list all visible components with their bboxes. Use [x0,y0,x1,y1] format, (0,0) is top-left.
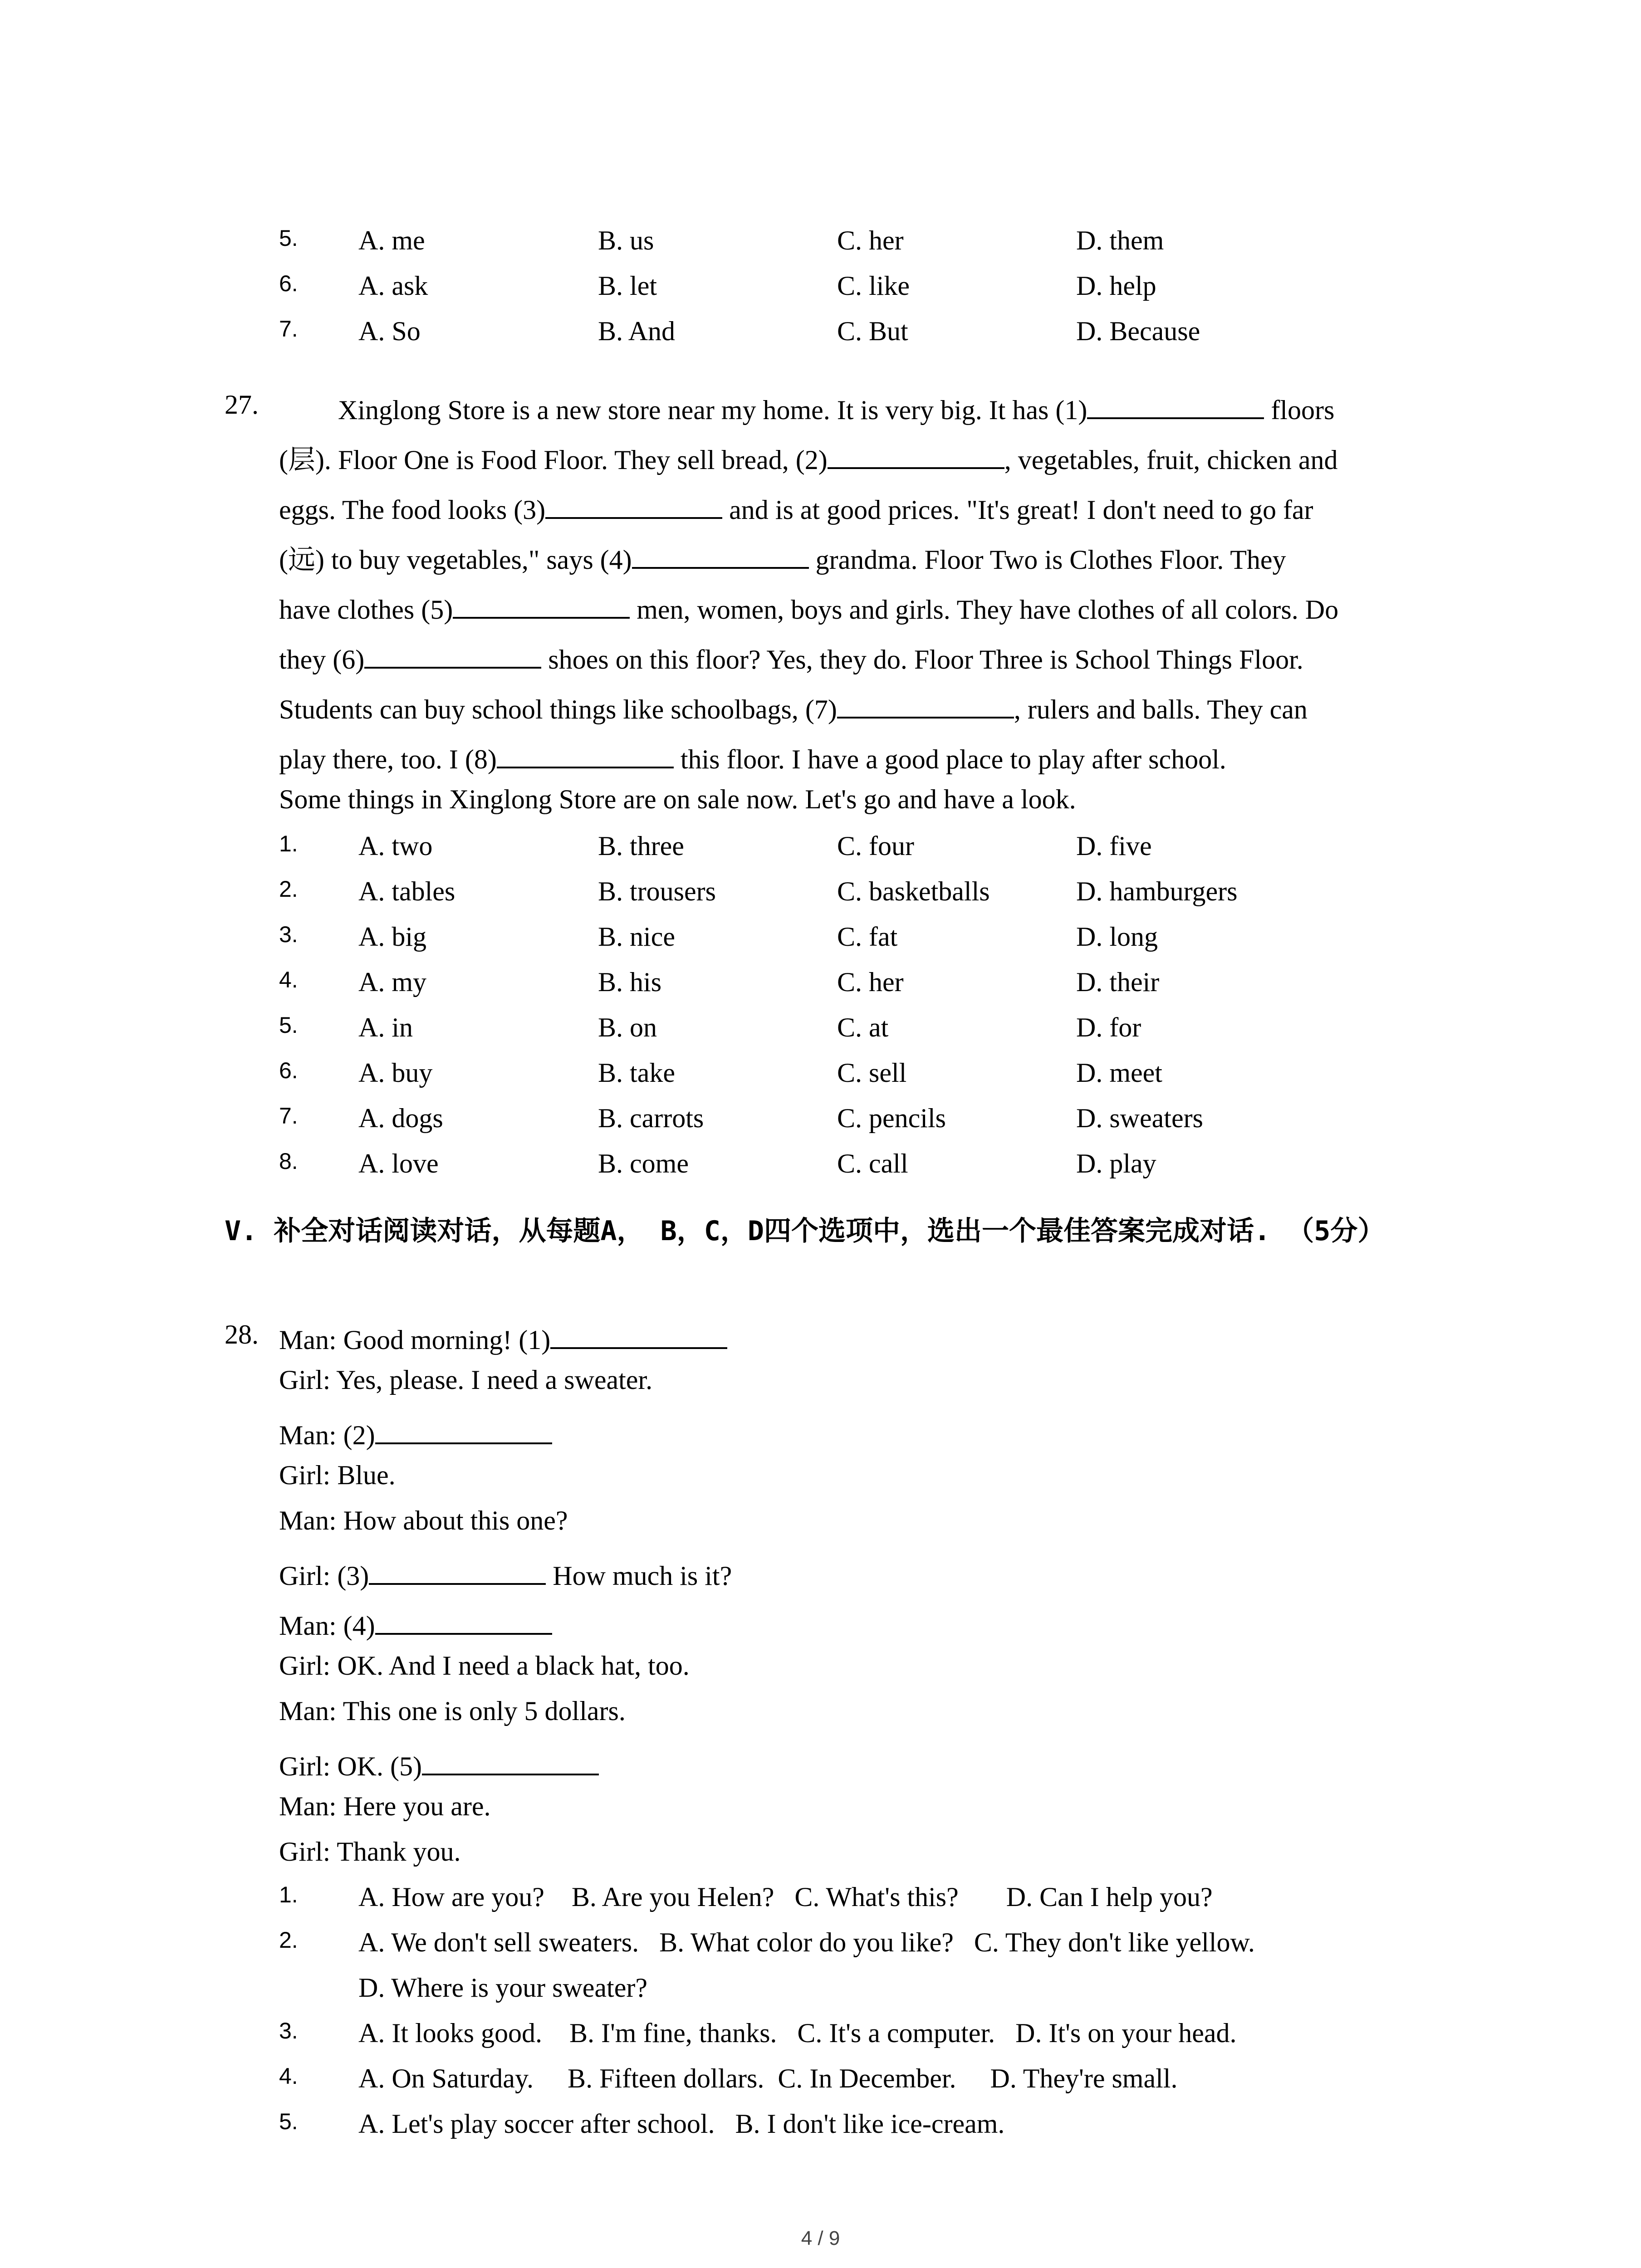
section-heading: V. 补全对话阅读对话，从每题A， B，C，D四个选项中，选出一个最佳答案完成对话. （5分） [225,1215,1385,1247]
option-a: A. tables [358,876,456,906]
option-c: C. her [837,225,904,255]
option-d: D. five [1076,831,1152,861]
answer-blank [422,1747,599,1775]
exam-page: 5. A. me B. us C. her D. them 6. A. ask B. let C. like D. help 7. A. So B. And C. But D. Because 27. Xinglong Store is a new store near my home. It is very big. It has (1) floors (层). Floor One is Food Floor. They sell bread, (2) , vegetables, fruit, chicken and eggs. The food looks (3) and is at good prices. "It's great! I don't need to go far (远) to buy vegetables," says (4) grandma. Floor Two is Clothes Floor. They have clothes (5) men, women, boys and girls. They have clothes of all colors. Do they (6) shoes on this floor? Yes, they do. Floor Three is School Things Floor. Students can buy school things like schoolbags, (7) , rulers and balls. They can play there, too. I (8) this floor. I have a good place to play after school. Some things in Xinglong Store are on sale now. Let's go and have a look. 1. A. two B. three C. four D. five 2. A. tables B. trousers C. basketballs D. hamburgers 3. A. big B. nice C. fat D. long 4. A. my B. his C. her D. their 5. A. in B. on C. at D. for 6. A. buy B. take C. sell D. meet 7. A. dogs B. carrots C. pencils D. sweaters 8. A. love B. come C. call D. play V. 补全对话阅读对话，从每题A， B，C，D四个选项中，选出一个最佳答案完成对话. （5分） 28. Man: Good morning! (1) Girl: Yes, please. I need a sweater. Man: (2) Girl: Blue. Man: How about this one? Girl: (3) How much is it? Man: (4) Girl: OK. And I need a black hat, too. Man: This one is only 5 dollars. Girl: OK. (5) Man: Here you are. Girl: Thank you. 1. A. How are you? B. Are you Helen? C. What's this? D. Can I help you? 2. A. We don't sell sweaters. B. What color do you like? C. They don't like yellow. D. Where is your sweater? 3. A. It looks good. B. I'm fine, thanks. C. It's a computer. D. It's on your head. 4. A. On Saturday. B. Fifteen dollars. C. In December. D. They're small. 5. A. Let's play soccer after school. B. I don't like ice-cream. 4 / 9 [0,0,1641,2268]
option-d: D. for [1076,1012,1141,1042]
option-a: A. ask [358,271,428,301]
option-b: B. come [598,1149,689,1178]
option-a: A. my [358,967,426,997]
option-d: D. play [1076,1149,1156,1178]
option-c: C. call [837,1149,908,1178]
option-d: D. their [1076,967,1160,997]
option-a: A. me [358,225,425,255]
option-a: A. buy [358,1058,433,1088]
option-a: A. two [358,831,433,861]
option-c: C. pencils [837,1103,946,1133]
option-c: C. four [837,831,914,861]
option-d: D. meet [1076,1058,1162,1088]
answer-blank [632,541,809,569]
answer-blank [545,491,722,519]
option-c: C. But [837,316,908,346]
question-number: 27. [225,390,259,420]
answer-blank [828,441,1004,469]
option-c: C. at [837,1012,889,1042]
answer-blank [453,591,630,619]
option-d: D. help [1076,271,1156,301]
option-d: D. hamburgers [1076,876,1238,906]
option-a: A. in [358,1012,413,1042]
option-b: B. on [598,1012,657,1042]
option-c: C. her [837,967,904,997]
answer-blank [375,1416,552,1444]
question-number: 28. [225,1320,259,1349]
option-a: A. love [358,1149,439,1178]
answer-blank [364,640,541,669]
option-a: A. dogs [358,1103,443,1133]
option-c: C. like [837,271,910,301]
option-b: B. take [598,1058,675,1088]
answer-blank [837,690,1014,719]
option-b: B. And [598,316,676,346]
answer-blank [375,1607,552,1635]
option-b: B. trousers [598,876,716,906]
option-b: B. carrots [598,1103,704,1133]
option-d: D. Because [1076,316,1200,346]
option-a: A. So [358,316,421,346]
option-a: A. big [358,922,426,952]
option-b: B. three [598,831,684,861]
option-c: C. fat [837,922,898,952]
option-b: B. his [598,967,662,997]
option-b: B. let [598,271,657,301]
answer-blank [550,1321,727,1349]
page-number: 4 / 9 [801,2227,840,2249]
option-d: D. them [1076,225,1164,255]
answer-blank [497,740,674,768]
option-c: C. sell [837,1058,907,1088]
option-b: B. nice [598,922,675,952]
option-d: D. sweaters [1076,1103,1203,1133]
answer-blank [1087,391,1264,419]
answer-blank [369,1557,546,1585]
option-c: C. basketballs [837,876,990,906]
option-d: D. long [1076,922,1158,952]
option-b: B. us [598,225,654,255]
